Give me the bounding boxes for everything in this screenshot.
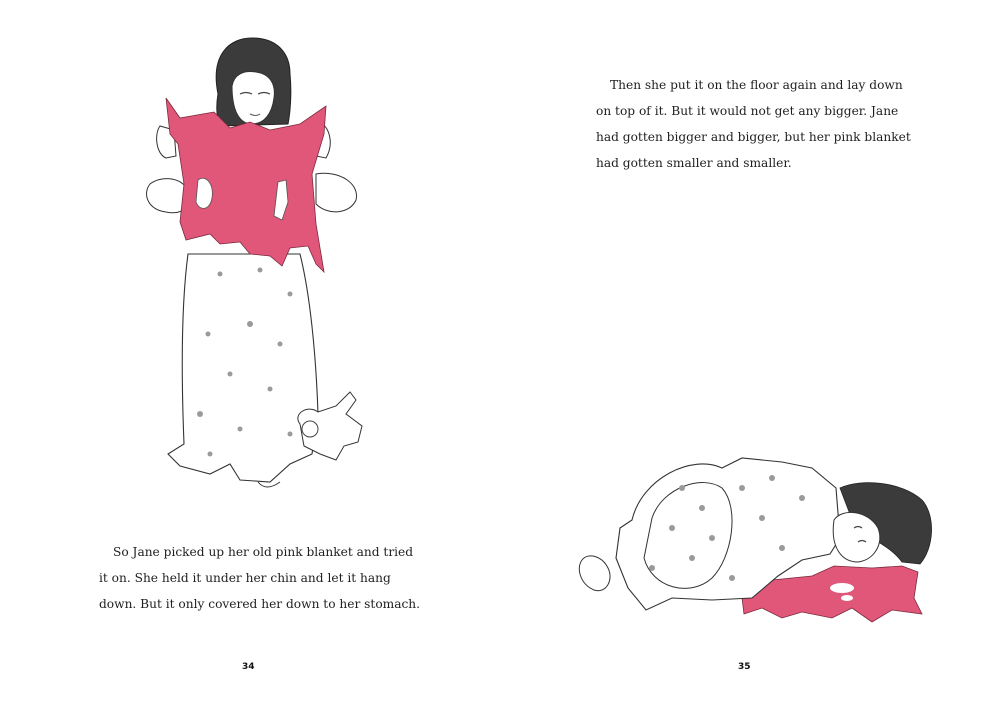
right-page-paragraph	[596, 72, 911, 176]
illustration-girl-lying-on-blanket	[572, 448, 938, 630]
text-line: Then she put it on the floor again and lay down	[610, 78, 903, 92]
text-line: had gotten smaller and smaller.	[596, 156, 792, 170]
text-line: on top of it. But it would not get any bigger. Jane	[596, 104, 899, 118]
page-number-right: 35	[738, 662, 751, 672]
text-line: it on. She held it under her chin and let it hang	[99, 571, 391, 585]
illustration-girl-holding-blanket	[140, 34, 380, 494]
text-line: So Jane picked up her old pink blanket and tried	[113, 545, 414, 559]
left-page-paragraph	[99, 539, 421, 617]
text-line: down. But it only covered her down to her stomach.	[99, 597, 421, 611]
text-line: had gotten bigger and bigger, but her pink blanket	[596, 130, 911, 144]
page-number-left: 34	[242, 662, 255, 672]
